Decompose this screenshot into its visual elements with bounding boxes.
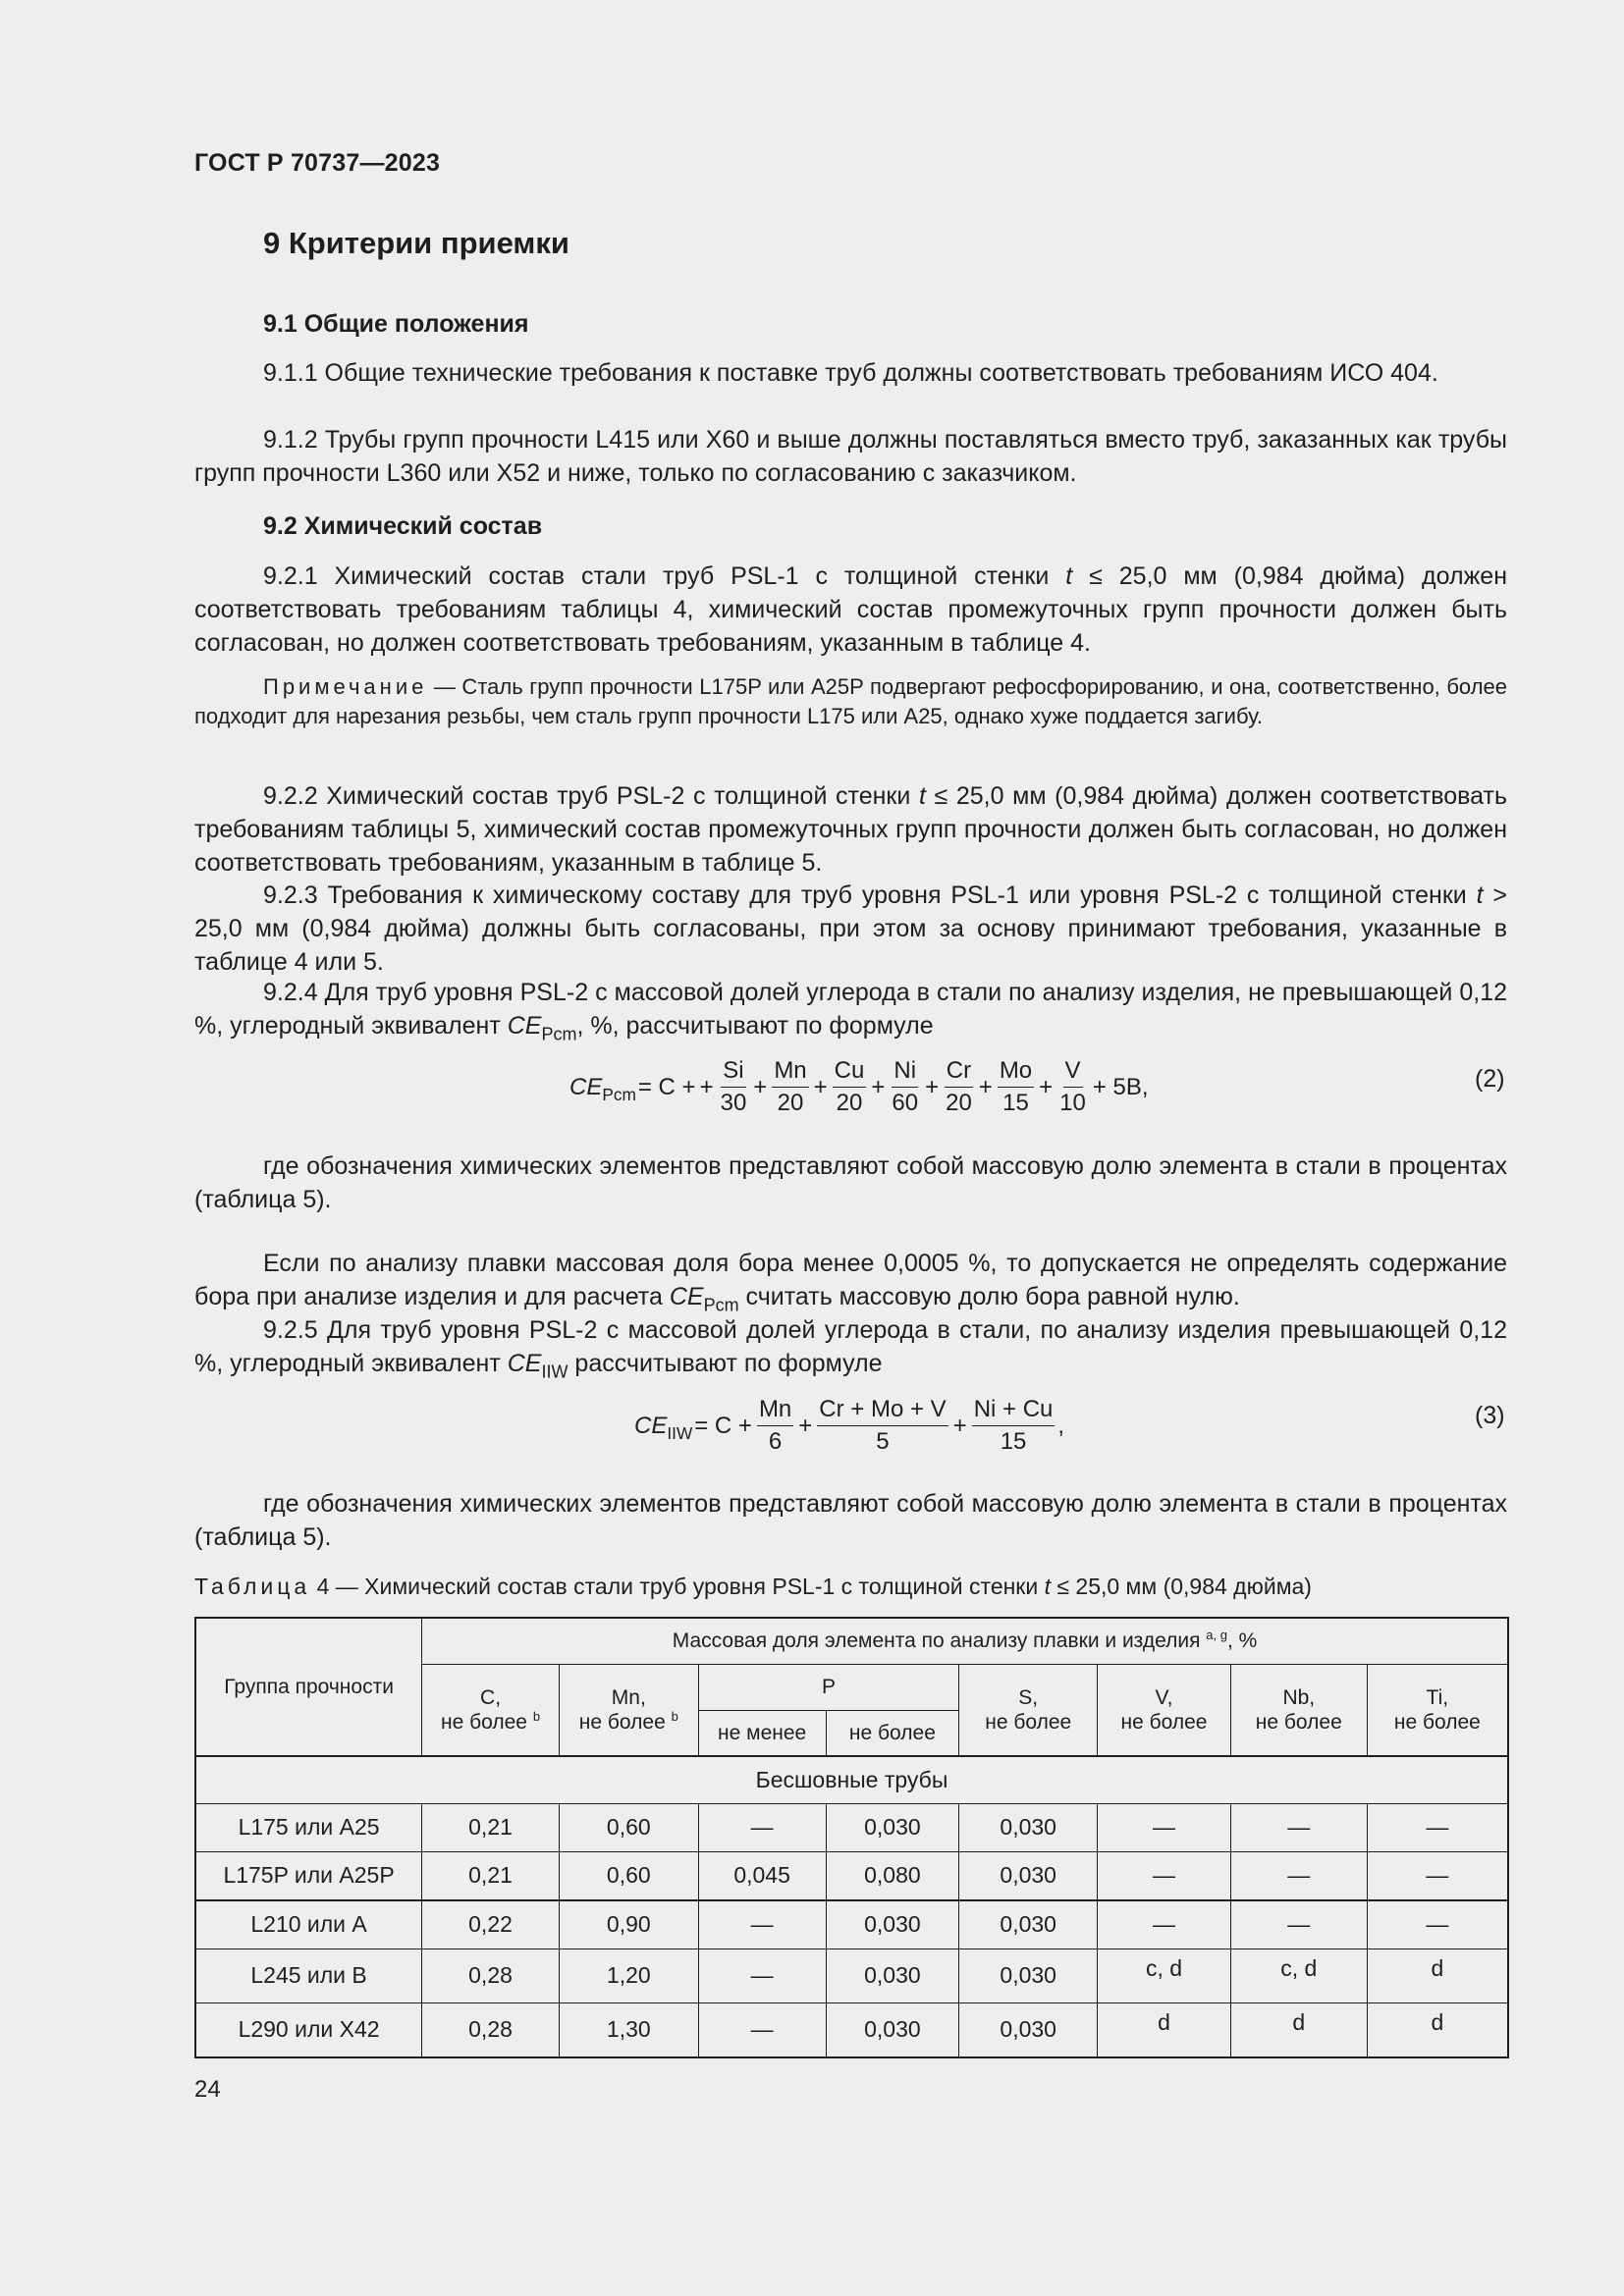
header-mass-fraction: Массовая доля элемента по анализу плавки и изделия $^{a, g}$, % [422,1618,1508,1664]
table-cell-pmax: 0,030 [826,2002,959,2057]
header-ti: Ti, не более [1367,1664,1508,1756]
header-nb: Nb, не более [1230,1664,1367,1756]
table-cell-s: 0,030 [959,1900,1098,1949]
note-label: Примечание [263,674,428,699]
table-cell-nb: c, d [1230,1949,1367,2002]
header-c: C, не более $^b$ [422,1664,560,1756]
table-cell-pmin: — [698,1949,826,2002]
table-cell-pmax: 0,030 [826,1900,959,1949]
formula-ce-pcm-terms: + $\frac{Si}{30}$ + $\frac{Mn}{20}$ + $\frac{Cu}{20}$ + $\frac{Ni}{60}$ + $\frac{Cr}{20}$ + $\frac{Mo}{15}$ + $\frac{V}{10}$ [699,1057,1086,1116]
table-cell-nb: d [1230,2002,1367,2057]
header-strength-group: Группа прочности [195,1618,422,1756]
table-cell-c: 0,22 [422,1900,560,1949]
fraction-term: $\frac{Si}{30}$ [720,1057,747,1116]
fraction-term: $\frac{Mn}{20}$ [774,1057,807,1116]
table-cell-v: d [1098,2002,1231,2057]
table-cell-pmin: 0,045 [698,1851,826,1900]
formula-2-number: (2) [1475,1065,1505,1093]
formula-ce-pcm: $CE_{Pcm}$ = C + + $\frac{Si}{30}$ + $\frac{Mn}{20}$ + $\frac{Cu}{20}$ + $\frac{Ni}{60}$ + $\frac{Cr}{20}$ + $\frac{Mo}{15}$ + $\frac{V}{10}$ + 5B, [569,1057,1149,1116]
table-cell-v: c, d [1098,1949,1231,2002]
fraction-term: $\frac{Mo}{15}$ [999,1057,1033,1116]
table-cell-s: 0,030 [959,1803,1098,1851]
formula-3-number: (3) [1475,1402,1505,1429]
table-cell-v: — [1098,1851,1231,1900]
header-p: P [698,1664,959,1710]
table-row [195,2002,1508,2057]
table-cell-nb: — [1230,1803,1367,1851]
header-s: S, не более [959,1664,1098,1756]
table-cell-ti: d [1367,2002,1508,2057]
table-cell-pmax: 0,080 [826,1851,959,1900]
table-4 [194,1617,1509,2058]
header-p-max: не более [826,1710,959,1756]
paragraph-9-2-2: 9.2.2 Химический состав труб PSL-2 с толщиной стенки t ≤ 25,0 мм (0,984 дюйма) должен соответствовать требованиям таблицы 5, химический состав промежуточных групп прочности должен быть согласован, но должен соответствовать требованиям, указанным в таблице 5. [194,782,1507,877]
table-cell-nb: — [1230,1900,1367,1949]
note: Примечание — Сталь групп прочности L175P или A25P подвергают рефосфорированию, и она, соответственно, более подходит для нарезания резьбы, чем сталь групп прочности L175 или A25, однако хуже поддается загибу. [194,674,1507,728]
table-cell-c: 0,28 [422,1949,560,2002]
table-cell-mn: 1,20 [559,1949,698,2002]
table-cell-pmin: — [698,2002,826,2057]
fraction-cr-mo-v: $\frac{Cr + Mo + V}{5}$ [819,1396,947,1455]
subsection-9-1-title: 9.1 Общие положения [263,310,529,338]
table-cell-ti: — [1367,1900,1508,1949]
table-cell-c: 0,28 [422,2002,560,2057]
table-section-label: Бесшовные трубы [195,1756,1508,1803]
formula-2-explanation: где обозначения химических элементов представляют собой массовую долю элемента в стали в процентах (таблица 5). [194,1152,1507,1213]
header-p-min: не менее [698,1710,826,1756]
table-cell-v: — [1098,1803,1231,1851]
table-cell-pmin: — [698,1803,826,1851]
table-cell-mn: 0,60 [559,1851,698,1900]
table-cell-group: L290 или X42 [195,2002,422,2057]
table-row [195,1803,1508,1851]
fraction-ni-cu: $\frac{Ni + Cu}{15}$ [973,1396,1054,1455]
fraction-term: $\frac{Cu}{20}$ [834,1057,865,1116]
table-cell-c: 0,21 [422,1803,560,1851]
table-cell-mn: 0,60 [559,1803,698,1851]
table-cell-group: L245 или B [195,1949,422,2002]
table-cell-s: 0,030 [959,2002,1098,2057]
document-header: ГОСТ Р 70737—2023 [194,149,441,177]
table-4-caption: Таблица 4 — Химический состав стали труб уровня PSL-1 с толщиной стенки t ≤ 25,0 мм (0,984 дюйма) [194,1574,1312,1599]
table-cell-s: 0,030 [959,1949,1098,2002]
section-title: 9 Критерии приемки [263,226,569,260]
table-cell-pmax: 0,030 [826,1949,959,2002]
fraction-term: $\frac{Cr}{20}$ [946,1057,972,1116]
table-row [195,1900,1508,1949]
table-cell-pmin: — [698,1900,826,1949]
subsection-9-2-title: 9.2 Химический состав [263,512,543,540]
table-cell-ti: — [1367,1803,1508,1851]
table-cell-pmax: 0,030 [826,1803,959,1851]
fraction-term: $\frac{V}{10}$ [1059,1057,1086,1116]
paragraph-9-2-5: 9.2.5 Для труб уровня PSL-2 с массовой долей углерода в стали, по анализу изделия превышающей 0,12 %, углеродный эквивалент $CE_{IIW}$ рассчитывают по формуле [194,1316,1507,1382]
formula-ce-iiw: $CE_{IIW}$ = C + $\frac{Mn}{6}$ + $\frac{Cr + Mo + V}{5}$ + $\frac{Ni + Cu}{15}$ , [634,1396,1065,1455]
fraction-mn: $\frac{Mn}{6}$ [758,1396,792,1455]
table-cell-group: L210 или A [195,1900,422,1949]
header-v: V, не более [1098,1664,1231,1756]
table-cell-v: — [1098,1900,1231,1949]
table-cell-ti: d [1367,1949,1508,2002]
paragraph-boron: Если по анализу плавки массовая доля бора менее 0,0005 %, то допускается не определять содержание бора при анализе изделия и для расчета $CE_{Pcm}$ считать массовую долю бора равной нулю. [194,1250,1507,1315]
table-cell-ti: — [1367,1851,1508,1900]
table-cell-nb: — [1230,1851,1367,1900]
paragraph-9-1-1: 9.1.1 Общие технические требования к поставке труб должны соответствовать требованиям ИСО 404. [263,359,1438,387]
table-cell-c: 0,21 [422,1851,560,1900]
paragraph-9-2-1: 9.2.1 Химический состав стали труб PSL-1 с толщиной стенки t ≤ 25,0 мм (0,984 дюйма) должен соответствовать требованиям таблицы 4, химический состав промежуточных групп прочности должен быть согласован, но должен соответствовать требованиям, указанным в таблице 4. [194,562,1507,657]
table-cell-s: 0,030 [959,1851,1098,1900]
table-row [195,1949,1508,2002]
header-mn: Mn, не более $^b$ [559,1664,698,1756]
fraction-term: $\frac{Ni}{60}$ [892,1057,919,1116]
table-cell-mn: 1,30 [559,2002,698,2057]
formula-3-explanation: где обозначения химических элементов представляют собой массовую долю элемента в стали в процентах (таблица 5). [194,1490,1507,1551]
page-number: 24 [194,2076,221,2103]
paragraph-9-2-3: 9.2.3 Требования к химическому составу для труб уровня PSL-1 или уровня PSL-2 с толщиной стенки t > 25,0 мм (0,984 дюйма) должны быть согласованы, при этом за основу принимают требования, указанные в таблице 4 или 5. [194,881,1508,976]
table-row [195,1851,1508,1900]
paragraph-9-2-4: 9.2.4 Для труб уровня PSL-2 с массовой долей углерода в стали по анализу изделия, не превышающей 0,12 %, углеродный эквивалент $CE_{Pcm}$, %, рассчитывают по формуле [194,979,1507,1044]
paragraph-9-1-2: 9.1.2 Трубы групп прочности L415 или X60 и выше должны поставляться вместо труб, заказанных как трубы групп прочности L360 или X52 и ниже, только по согласованию с заказчиком. [194,426,1507,487]
table-cell-group: L175 или A25 [195,1803,422,1851]
table-cell-group: L175P или A25P [195,1851,422,1900]
table-cell-mn: 0,90 [559,1900,698,1949]
